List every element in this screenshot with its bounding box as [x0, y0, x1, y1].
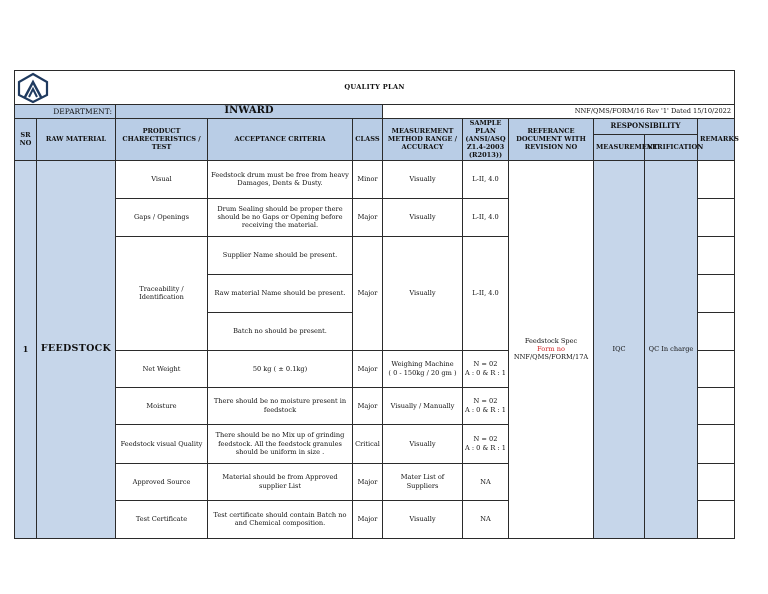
header-measurement-method: MEASUREMENT METHOD RANGE / ACCURACY	[383, 118, 463, 160]
method-cell	[383, 350, 463, 387]
criteria-cell: Drum Sealing should be proper there should be no Gaps or Opening before receiving the material.	[208, 198, 353, 236]
quality-plan-sheet	[14, 70, 739, 538]
page-title: QUALITY PLAN	[344, 83, 405, 92]
sample-cell: L-II, 4.0	[463, 236, 509, 350]
method-cell: Visually	[383, 198, 463, 236]
sr-no-cell: 1	[15, 160, 37, 538]
header-measurement: MEASUREMENT	[594, 135, 645, 161]
sample-cell: L-II, 4.0	[463, 160, 509, 198]
bottom-divider	[14, 538, 734, 539]
sample-cell: NA	[463, 463, 509, 500]
department-value: INWARD	[116, 105, 383, 119]
criteria-cell: There should be no moisture present in feedstock	[208, 387, 353, 424]
sample-line1: N = 02	[473, 435, 498, 444]
reference-doc-cell	[509, 160, 594, 538]
sample-line1: N = 02	[473, 360, 498, 369]
method-cell: Visually	[383, 236, 463, 350]
reference-doc-line2: Form no	[537, 345, 565, 354]
criteria-cell: Batch no should be present.	[208, 312, 353, 350]
remarks-cell	[698, 198, 735, 236]
sample-cell	[463, 424, 509, 463]
header-responsibility: RESPONSIBILITY	[594, 118, 698, 135]
remarks-cell	[698, 350, 735, 387]
sample-cell	[463, 350, 509, 387]
class-cell: Major	[353, 198, 383, 236]
quality-plan-table	[14, 70, 739, 539]
char-cell: Approved Source	[116, 463, 208, 500]
class-cell: Critical	[353, 424, 383, 463]
title-row	[15, 71, 735, 105]
criteria-cell: Supplier Name should be present.	[208, 236, 353, 274]
header-sample-plan: SAMPLE PLAN (ANSI/ASQ Z1.4-2003 (R2013))	[463, 118, 509, 160]
header-verification: VERIFICATION	[645, 135, 698, 161]
company-logo-icon	[17, 73, 49, 103]
criteria-cell: There should be no Mix up of grinding feedstock. All the feedstock granules should be uniform in size .	[208, 424, 353, 463]
header-row	[15, 118, 735, 135]
char-cell: Visual	[116, 160, 208, 198]
reference-doc-line1: Feedstock Spec	[524, 336, 578, 345]
department-label: DEPARTMENT:	[15, 105, 116, 119]
header-raw-material: RAW MATERIAL	[37, 118, 116, 160]
char-cell: Moisture	[116, 387, 208, 424]
char-cell: Gaps / Openings	[116, 198, 208, 236]
remarks-cell	[698, 160, 735, 198]
char-cell: Net Weight	[116, 350, 208, 387]
class-cell: Major	[353, 236, 383, 350]
remarks-cell	[698, 463, 735, 500]
method-cell: Visually	[383, 500, 463, 538]
header-class: CLASS	[353, 118, 383, 160]
char-cell: Traceability / Identification	[116, 236, 208, 350]
remarks-cell	[698, 312, 735, 350]
header-product-char: PRODUCT CHARECTERISTICS / TEST	[116, 118, 208, 160]
sample-line1: N = 02	[473, 397, 498, 406]
criteria-cell: 50 kg ( ± 0.1kg)	[208, 350, 353, 387]
header-remarks: REMARKS	[698, 118, 735, 160]
remarks-cell	[698, 387, 735, 424]
responsibility-verification-cell: QC In charge	[645, 160, 698, 538]
method-line1: Weighing Machine	[391, 360, 454, 369]
class-cell: Major	[353, 387, 383, 424]
class-cell: Major	[353, 350, 383, 387]
sample-line2: A : 0 & R : 1	[465, 368, 507, 377]
criteria-cell: Test certificate should contain Batch no and Chemical composition.	[208, 500, 353, 538]
sample-cell: NA	[463, 500, 509, 538]
method-cell: Visually	[383, 160, 463, 198]
header-reference-doc: REFERANCE DOCUMENT WITH REVISION NO	[509, 118, 594, 160]
sample-line2: A : 0 & R : 1	[465, 443, 507, 452]
method-line2: ( 0 - 150kg / 20 gm )	[388, 368, 457, 377]
criteria-cell: Feedstock drum must be free from heavy Damages, Dents & Dusty.	[208, 160, 353, 198]
raw-material-cell: FEEDSTOCK	[37, 160, 116, 538]
criteria-cell: Raw material Name should be present.	[208, 274, 353, 312]
remarks-cell	[698, 500, 735, 538]
char-cell: Test Certificate	[116, 500, 208, 538]
remarks-cell	[698, 236, 735, 274]
method-cell: Visually / Manually	[383, 387, 463, 424]
method-cell: Visually	[383, 424, 463, 463]
sample-line2: A : 0 & R : 1	[465, 405, 507, 414]
sample-cell	[463, 387, 509, 424]
reference-doc-line3: NNF/QMS/FORM/17A	[513, 353, 589, 362]
header-acceptance: ACCEPTANCE CRITERIA	[208, 118, 353, 160]
remarks-cell	[698, 424, 735, 463]
table-row	[15, 160, 735, 198]
method-cell: Mater List of Suppliers	[383, 463, 463, 500]
doc-reference: NNF/QMS/FORM/16 Rev '1' Dated 15/10/2022	[383, 105, 735, 119]
criteria-cell: Material should be from Approved supplier List	[208, 463, 353, 500]
class-cell: Major	[353, 500, 383, 538]
char-cell: Feedstock visual Quality	[116, 424, 208, 463]
sample-cell: L-II, 4.0	[463, 198, 509, 236]
remarks-cell	[698, 274, 735, 312]
class-cell: Minor	[353, 160, 383, 198]
department-row	[15, 105, 735, 119]
responsibility-measurement-cell: IQC	[594, 160, 645, 538]
header-sr-no: SR NO	[15, 118, 37, 160]
class-cell: Major	[353, 463, 383, 500]
